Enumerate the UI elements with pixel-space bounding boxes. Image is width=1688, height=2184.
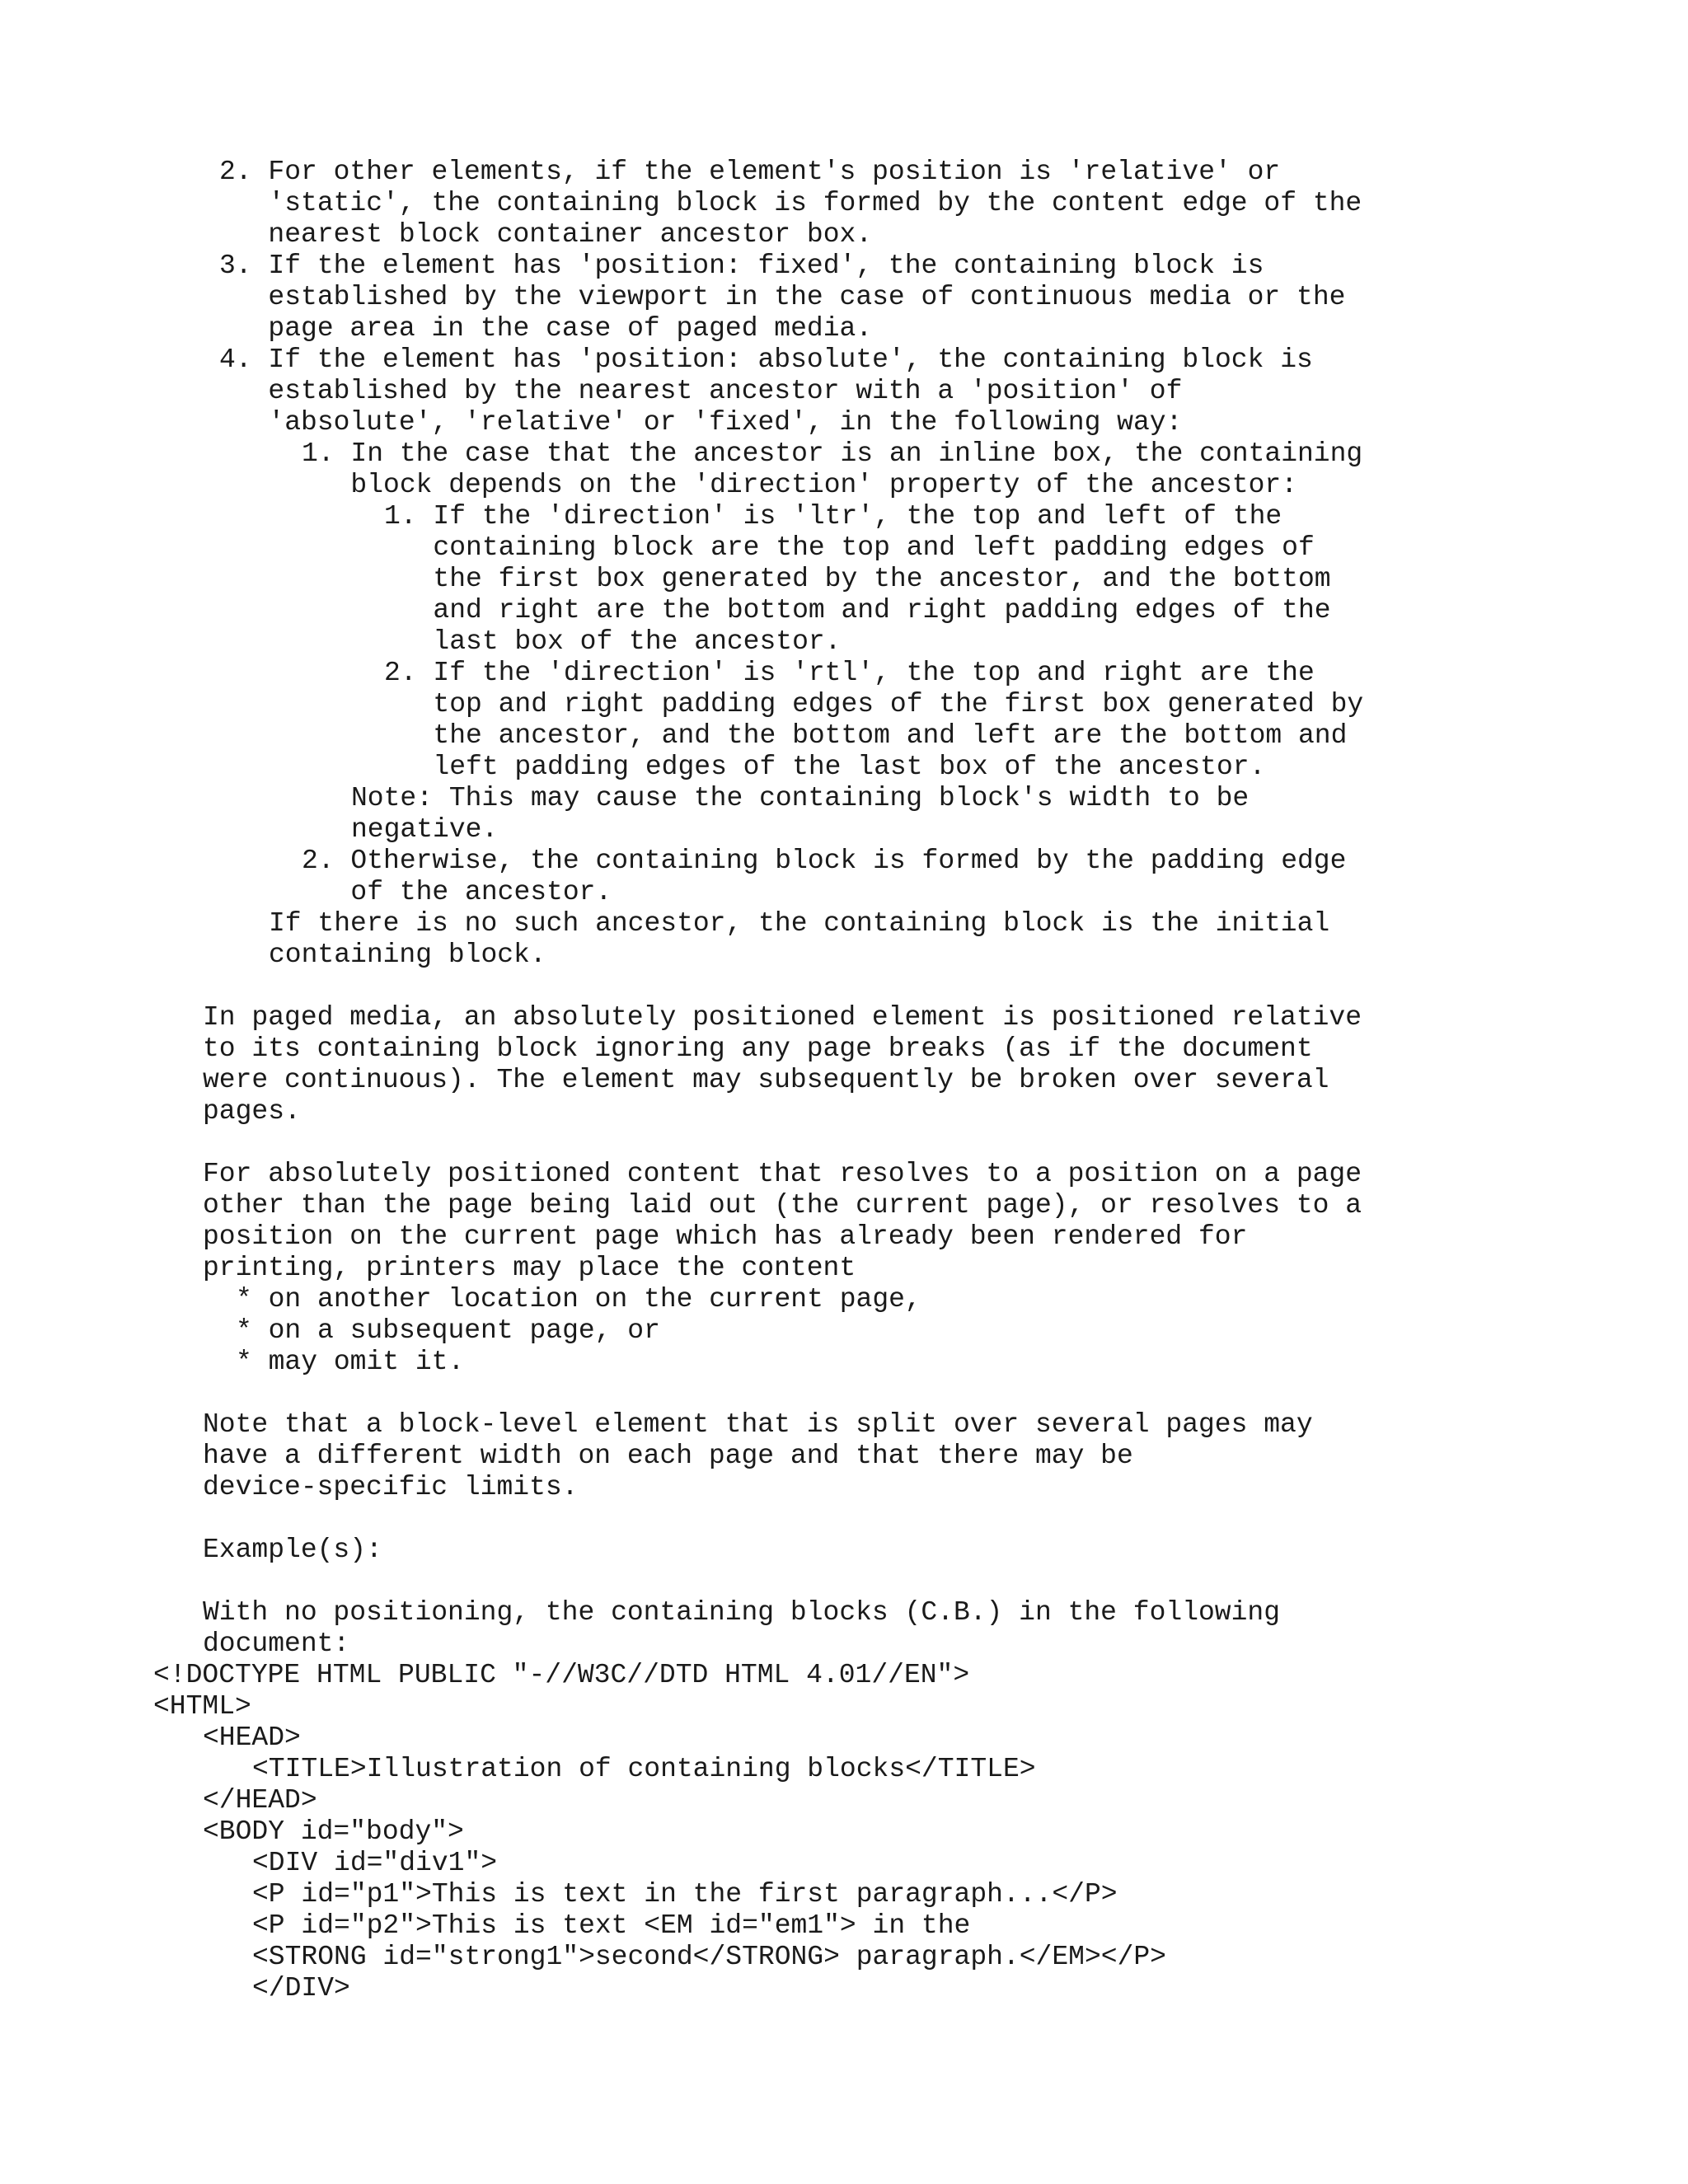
text-line: have a different width on each page and that there may be bbox=[203, 1441, 1133, 1471]
text-line: * may omit it. bbox=[236, 1347, 465, 1377]
code-line: <BODY id="body"> bbox=[203, 1816, 464, 1847]
text-line: other than the page being laid out (the current page), or resolves to a bbox=[203, 1190, 1362, 1221]
text-line: were continuous). The element may subsequently be broken over several bbox=[203, 1065, 1329, 1095]
code-line: <!DOCTYPE HTML PUBLIC "-//W3C//DTD HTML 4.01//EN"> bbox=[153, 1660, 970, 1690]
text-line: last box of the ancestor. bbox=[384, 626, 842, 657]
text-line: established by the viewport in the case of continuous media or the bbox=[219, 282, 1346, 312]
code-line: </DIV> bbox=[252, 1973, 350, 2004]
text-line: 4. If the element has 'position: absolute', the containing block is bbox=[219, 344, 1313, 375]
text-line: 2. Otherwise, the containing block is formed by the padding edge bbox=[302, 846, 1347, 876]
code-line: <P id="p2">This is text <EM id="em1"> in the bbox=[252, 1910, 971, 1941]
code-line: <TITLE>Illustration of containing blocks</TITLE> bbox=[252, 1754, 1036, 1784]
text-line: 1. If the 'direction' is 'ltr', the top and left of the bbox=[384, 501, 1282, 532]
text-line: In paged media, an absolutely positioned element is positioned relative bbox=[203, 1002, 1362, 1033]
text-line: If there is no such ancestor, the containing block is the initial bbox=[269, 908, 1330, 939]
code-line: </HEAD> bbox=[203, 1785, 317, 1816]
text-line: 2. If the 'direction' is 'rtl', the top and right are the bbox=[384, 658, 1315, 688]
text-line: 'static', the containing block is formed by the content edge of the bbox=[219, 188, 1362, 218]
text-line: * on another location on the current page, bbox=[236, 1284, 921, 1315]
text-line: and right are the bottom and right padding edges of the bbox=[384, 595, 1331, 626]
text-line: 'absolute', 'relative' or 'fixed', in the following way: bbox=[219, 407, 1183, 438]
text-line: containing block. bbox=[269, 940, 546, 970]
code-line: <P id="p1">This is text in the first paragraph...</P> bbox=[252, 1879, 1118, 1910]
code-line: <HTML> bbox=[153, 1691, 251, 1722]
text-line: document: bbox=[203, 1629, 350, 1659]
text-line: established by the nearest ancestor with a 'position' of bbox=[219, 376, 1183, 406]
text-line: device-specific limits. bbox=[203, 1472, 579, 1502]
text-line: 2. For other elements, if the element's position is 'relative' or bbox=[219, 157, 1281, 187]
text-line: the ancestor, and the bottom and left are the bottom and bbox=[384, 720, 1348, 751]
text-line: printing, printers may place the content bbox=[203, 1253, 856, 1283]
code-line: <DIV id="div1"> bbox=[252, 1848, 498, 1878]
text-line: Note: This may cause the containing block's width to be bbox=[351, 783, 1250, 813]
text-line: block depends on the 'direction' property of the ancestor: bbox=[302, 470, 1297, 500]
text-line: * on a subsequent page, or bbox=[236, 1315, 660, 1346]
text-line: For absolutely positioned content that resolves to a position on a page bbox=[203, 1159, 1362, 1189]
text-line: page area in the case of paged media. bbox=[219, 313, 873, 344]
text-line: Note that a block-level element that is split over several pages may bbox=[203, 1409, 1313, 1440]
text-line: of the ancestor. bbox=[302, 877, 612, 907]
text-line: 1. In the case that the ancestor is an inline box, the containing bbox=[302, 438, 1363, 469]
text-line: nearest block container ancestor box. bbox=[219, 219, 873, 250]
text-line: 3. If the element has 'position: fixed', the containing block is bbox=[219, 251, 1264, 281]
code-line: <HEAD> bbox=[203, 1722, 301, 1753]
text-line: position on the current page which has already been rendered for bbox=[203, 1221, 1248, 1252]
text-line: Example(s): bbox=[203, 1535, 382, 1565]
code-line: <STRONG id="strong1">second</STRONG> paragraph.</EM></P> bbox=[252, 1942, 1166, 1972]
text-line: containing block are the top and left padding edges of bbox=[384, 532, 1315, 563]
text-line: to its containing block ignoring any page breaks (as if the document bbox=[203, 1033, 1313, 1064]
text-line: negative. bbox=[351, 814, 499, 845]
text-line: top and right padding edges of the first box generated by bbox=[384, 689, 1364, 719]
text-line: pages. bbox=[203, 1096, 301, 1127]
text-line: the first box generated by the ancestor, and the bottom bbox=[384, 564, 1331, 594]
text-line: left padding edges of the last box of the ancestor. bbox=[384, 752, 1266, 782]
text-line: With no positioning, the containing blocks (C.B.) in the following bbox=[203, 1597, 1281, 1628]
